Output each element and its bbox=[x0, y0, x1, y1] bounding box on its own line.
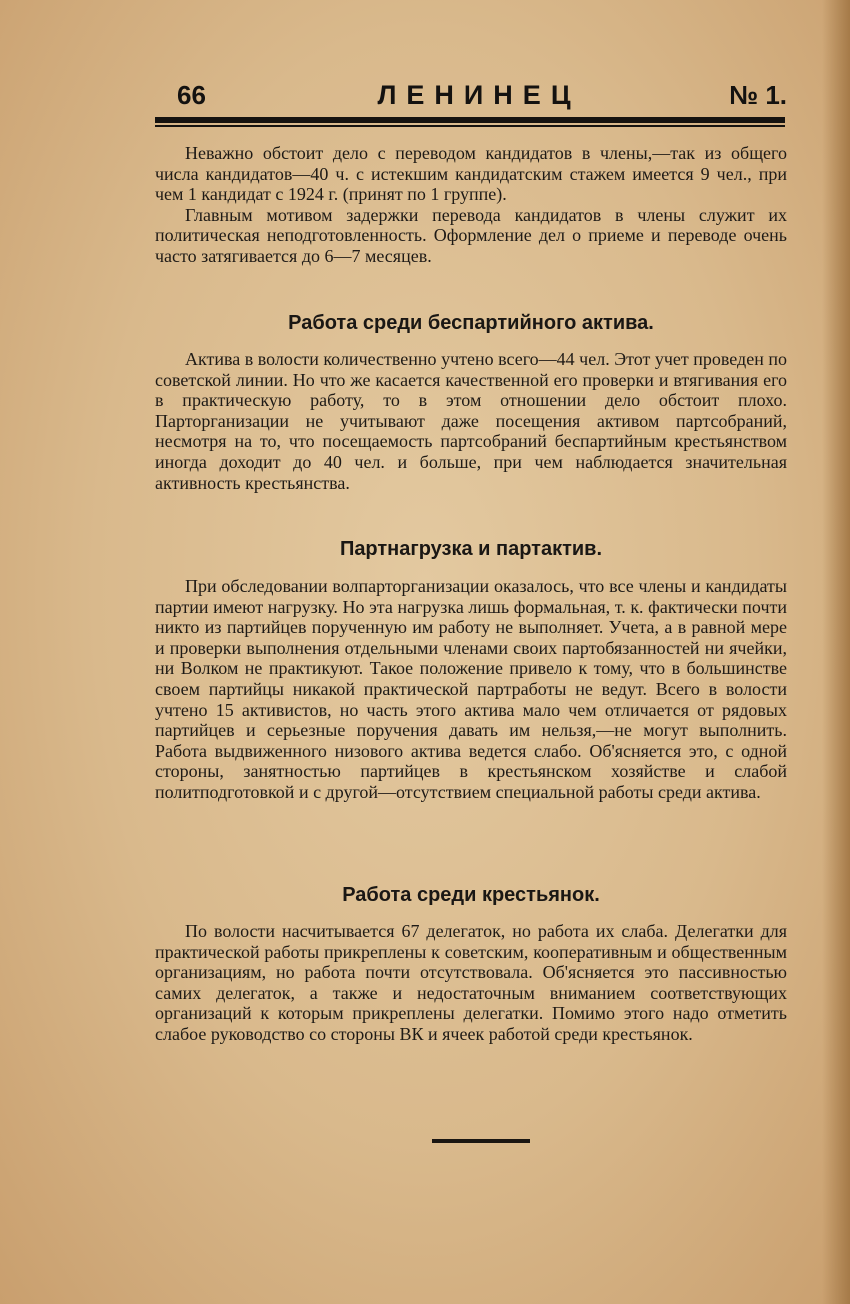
journal-title: ЛЕНИНЕЦ bbox=[377, 80, 581, 110]
header-rule-thin bbox=[155, 125, 785, 127]
section-body bbox=[155, 349, 787, 493]
section-body bbox=[155, 576, 787, 803]
page-number: 66 bbox=[177, 80, 206, 110]
section-intro bbox=[155, 143, 787, 267]
paragraph: Неважно обстоит дело с переводом кандидатов в члены,—так из общего числа кандидатов—40 ч. с истекшим кандидатским стажем имеется 9 чел., при чем 1 кандидат с 1924 г. (принят по 1 группе). bbox=[155, 143, 787, 205]
header-rule-thick bbox=[155, 117, 785, 123]
running-header bbox=[155, 80, 787, 114]
page-edge-shadow bbox=[822, 0, 850, 1304]
issue-number: № 1. bbox=[729, 80, 787, 110]
paragraph: Главным мотивом задержки перевода кандидатов в члены служит их политическая неподготовленность. Оформление дел о приеме и переводе очень часто затягивается до 6—7 месяцев. bbox=[155, 204, 787, 266]
section-heading: Работа среди крестьянок. bbox=[342, 884, 600, 906]
paragraph: Актива в волости количественно учтено всего—44 чел. Этот учет проведен по советской линии. Но что же касается качественной его проверки и втягивания его в практическую работу, то в этом отношении дело обстоит плохо. Парторганизации не учитывают даже посещения активом партсобраний, несмотря на то, что посещаемость партсобраний беспартийным крестьянством иногда доходит до 40 чел. и больше, при чем наблюдается значительная активность крестьянства. bbox=[155, 349, 787, 493]
paragraph: При обследовании волпарторганизации оказалось, что все члены и кандидаты партии имеют нагрузку. Но эта нагрузка лишь формальная, т. к. фактически почти никто из партийцев порученную им работу не выполняет. Учета, а в равной мере и проверки выполнения отдельными членами своих партобязанностей ни ячейки, ни Волком не практикуют. Такое положение привело к тому, что в большинстве своем партийцы никакой практической партработы не ведут. Всего в волости учтено 15 активистов, но часть этого актива мало чем отличается от рядовых партийцев и серьезные поручения давать им нельзя,—не могут выполнить. Работа выдвиженного низового актива ведется слабо. Об'ясняется это, с одной стороны, занятностью партийцев в крестьянском хозяйстве и слабой политподготовкой и с другой—отсутствием специальной работы среди актива. bbox=[155, 576, 787, 802]
section-heading: Партнагрузка и партактив. bbox=[339, 538, 603, 560]
paragraph: По волости насчитывается 67 делегаток, но работа их слаба. Делегатки для практической работы прикреплены к советским, кооперативным и общественным организациям, но работа почти отсутствовала. Об'ясняется это пассивностью самих делегаток, а также и недостаточным вниманием соответствующих организаций к которым прикреплены делегатки. Помимо этого надо отметить слабое руководство со стороны ВК и ячеек работой среди крестьянок. bbox=[155, 921, 787, 1044]
section-heading: Работа среди беспартийного актива. bbox=[288, 312, 654, 334]
section-body bbox=[155, 921, 787, 1045]
end-rule bbox=[432, 1139, 530, 1143]
